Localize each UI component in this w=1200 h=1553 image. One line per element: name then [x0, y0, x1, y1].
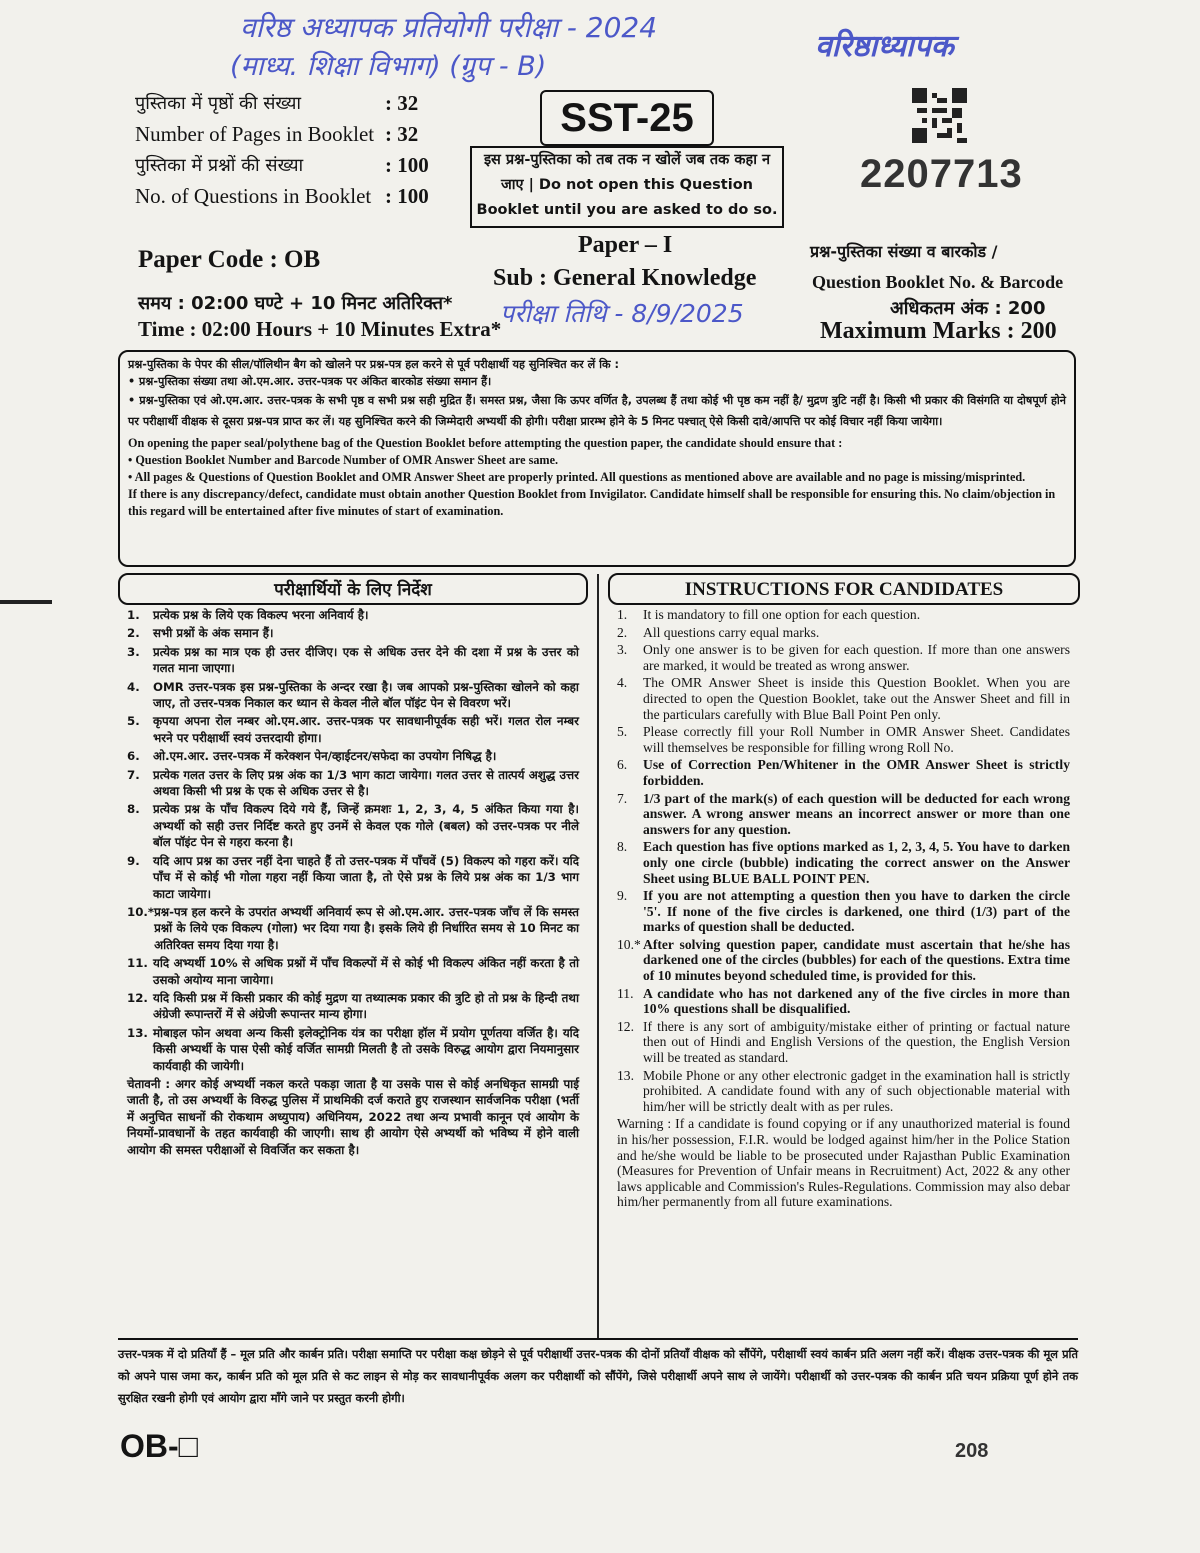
questions-hi-value: : 100	[385, 153, 429, 177]
barcode-label-english: Question Booklet No. & Barcode	[812, 272, 1064, 292]
series-code: SST-25	[540, 90, 714, 146]
instruction-number: 2.	[617, 624, 628, 640]
paper-code: Paper Code : OB	[138, 246, 321, 273]
pages-en-label: Number of Pages in Booklet	[135, 122, 375, 146]
instruction-text: Each question has five options marked as 1, 2, 3, 4, 5. You have to darken only one circle (bubble) indicating the correct answer on the Answer Sheet using BLUE BALL POINT PEN.	[643, 839, 1070, 886]
pages-hi-value: : 32	[385, 91, 419, 115]
notice-en-intro: On opening the paper seal/polythene bag of the Question Booklet before attempting the question paper, the candidate should ensure that :	[128, 436, 843, 450]
instruction-number: 10.*	[617, 936, 641, 952]
handwritten-signature: वरिष्ठाध्यापक	[815, 29, 954, 64]
instruction-text: If there is any sort of ambiguity/mistake either of printing or factual nature then out of Hindi and English Versions of the question, the English Version will be treated as standard.	[643, 1018, 1070, 1066]
handwritten-exam-date: परीक्षा तिथि - 8/9/2025	[500, 299, 744, 328]
instruction-number: 9.	[617, 888, 628, 904]
pages-hi-label: पुस्तिका में पृष्ठों की संख्या	[135, 93, 302, 114]
notice-en-point: • Question Booklet Number and Barcode Number of OMR Answer Sheet are same.	[128, 453, 559, 467]
instruction-number: 9.	[127, 853, 140, 868]
questions-hi-label: पुस्तिका में प्रश्नों की संख्या	[135, 155, 304, 176]
instruction-number: 12.	[617, 1018, 634, 1034]
answer-sheet-note: उत्तर-पत्रक में दो प्रतियाँ हैं – मूल प्रति और कार्बन प्रति। परीक्षा समाप्ति पर परीक्षा कक्ष छोड़ने से पूर्व परीक्षार्थी उत्तर-पत्रक की दोनों प्रतियाँ वीक्षक को सौंपेंगे, परीक्षार्थी स्वयं कार्बन प्रति अलग नहीं करें। वीक्षक उत्तर-पत्रक की मूल प्रति को अपने पास जमा कर, कार्बन प्रति को मूल प्रति से कट लाइन से मोड़ कर सावधानीपूर्वक अलग कर परीक्षार्थी को सौंपेंगे, जिसे परीक्षार्थी अपने साथ ले जायेंगे। परीक्षार्थी को उत्तर-पत्रक की कार्बन प्रति चयन प्रक्रिया पूर्ण होने तक सुरक्षित रखनी होगी एवं आयोग द्वारा माँगे जाने पर प्रस्तुत करनी होगी।	[118, 1338, 1078, 1409]
instruction-text: प्रश्न-पत्र हल करने के उपरांत अभ्यर्थी अनिवार्य रूप से ओ.एम.आर. उत्तर-पत्रक जाँच लें कि समस्त प्रश्नों के लिये एक विकल्प (गोला) भर दिया गया है। इसके लिये ही निर्धारित समय से 10 मिनट का अतिरिक्त समय दिया गया है।	[154, 904, 579, 952]
time-hindi: समय : 02:00 घण्टे + 10 मिनट अतिरिक्त*	[138, 293, 453, 314]
time-english: Time : 02:00 Hours + 10 Minutes Extra*	[138, 317, 502, 341]
instruction-text: यदि किसी प्रश्न में किसी प्रकार की कोई मुद्रण या तथ्यात्मक प्रकार की त्रुटि हो तो प्रश्न के हिन्दी तथा अंग्रेजी रूपान्तरों में से अंग्रेजी रूपान्तर मान्य होगा।	[153, 990, 579, 1022]
instruction-item	[617, 625, 1070, 641]
instruction-number: 8.	[617, 839, 628, 855]
instruction-item	[617, 1019, 1070, 1066]
do-not-open-notice: इस प्रश्न-पुस्तिका को तब तक न खोलें जब तक कहा न जाए | Do not open this Question Booklet until you are asked to do so.	[470, 146, 784, 228]
barcode-label-hindi: प्रश्न-पुस्तिका संख्या व बारकोड /	[810, 242, 998, 261]
max-marks-hindi: अधिकतम अंक : 200	[890, 298, 1046, 319]
instruction-number: 6.	[127, 749, 140, 764]
instruction-text: Mobile Phone or any other electronic gadget in the examination hall is strictly prohibited. A candidate found with any of such objectionable material with him/her will be strictly dealt with as per rules.	[643, 1067, 1070, 1114]
notice-en-point: If there is any discrepancy/defect, candidate must obtain another Question Booklet from Invigilator. Candidate himself shall be responsible for ensuring this. No claim/objection in this regard will be entertained after five minutes of start of examination.	[128, 487, 1056, 518]
instruction-number: 2.	[127, 626, 140, 641]
instruction-item	[127, 644, 579, 677]
instruction-number: 1.	[127, 608, 140, 622]
booklet-number: 2207713	[860, 152, 1023, 196]
instruction-item	[127, 679, 579, 712]
notice-hi-point: • प्रश्न-पुस्तिका संख्या तथा ओ.एम.आर. उत्तर-पत्रक पर अंकित बारकोड संख्या समान हैं।	[128, 375, 492, 388]
instruction-item	[617, 757, 1070, 788]
footer-code: OB-□	[120, 1428, 198, 1464]
instruction-item	[127, 904, 579, 953]
instruction-text: यदि अभ्यर्थी 10% से अधिक प्रश्नों में पाँच विकल्पों में से कोई भी विकल्प अंकित नहीं करता है तो उसको अयोग्य माना जायेगा।	[153, 956, 579, 987]
max-marks-english: Maximum Marks : 200	[820, 318, 1057, 344]
instruction-item	[617, 724, 1070, 755]
pre-exam-notice	[118, 350, 1076, 567]
instruction-text: Only one answer is to be given for each question. If more than one answers are marked, it would be treated as wrong answer.	[643, 642, 1070, 673]
instruction-text: यदि आप प्रश्न का उत्तर नहीं देना चाहते हैं तो उत्तर-पत्रक में पाँचवें (5) विकल्प को गहरा करें। यदि पाँच में से कोई भी गोला गहरा नहीं किया जाता है, तो ऐसे प्रश्न के लिये प्रश्न अंक का 1/3 भाग काटा जायेगा।	[153, 853, 579, 901]
notice-hi-point: • प्रश्न-पुस्तिका एवं ओ.एम.आर. उत्तर-पत्रक के सभी पृष्ठ व सभी प्रश्न सही मुद्रित हैं। समस्त प्रश्न, जैसा कि ऊपर वर्णित है, उपलब्ध हैं तथा कोई भी पृष्ठ कम नहीं है/ मुद्रण त्रुटि नहीं है। किसी भी प्रकार की विसंगति या दोषपूर्ण होने पर परीक्षार्थी वीक्षक से दूसरा प्रश्न-पत्र प्राप्त कर लें। यह सुनिश्चित करने की जिम्मेदारी अभ्यर्थी की होगी। परीक्षा प्रारम्भ होने के 5 मिनट पश्चात् ऐसे किसी दावे/आपत्ति पर कोई विचार नहीं किया जायेगा।	[128, 394, 1066, 428]
instruction-text: If you are not attempting a question then you have to darken the circle '5'. If none of the five circles is darkened, one third (1/3) part of the marks of question shall be deducted.	[643, 888, 1070, 935]
instruction-number: 7.	[127, 767, 140, 782]
booklet-meta	[135, 88, 455, 212]
instruction-item	[127, 955, 579, 988]
instruction-item	[617, 1068, 1070, 1115]
instruction-number: 3.	[127, 644, 140, 659]
instruction-number: 5.	[127, 714, 140, 729]
instruction-number: 7.	[617, 790, 628, 806]
instruction-item	[617, 642, 1070, 673]
instruction-item	[617, 675, 1070, 722]
page-number: 208	[955, 1440, 989, 1462]
instruction-number: 5.	[617, 724, 628, 740]
questions-en-value: : 100	[385, 184, 429, 208]
instruction-item	[127, 990, 579, 1023]
instruction-text: The OMR Answer Sheet is inside this Question Booklet. When you are directed to open the Question Booklet, take out the Answer Sheet and fill in the particulars carefully with Blue Ball Point Pen only.	[643, 675, 1070, 722]
instruction-number: 3.	[617, 642, 628, 658]
notice-hi-intro: प्रश्न-पुस्तिका के पेपर की सील/पॉलिथीन बैग को खोलने पर प्रश्न-पत्र हल करने से पूर्व परीक्षार्थी यह सुनिश्चित कर लें कि :	[128, 358, 619, 371]
instruction-item	[127, 801, 579, 850]
instruction-item	[127, 713, 579, 746]
instruction-item	[127, 625, 579, 641]
instruction-text: It is mandatory to fill one option for each question.	[643, 607, 921, 622]
subject: Sub : General Knowledge	[493, 265, 757, 291]
instruction-item	[617, 937, 1070, 984]
questions-en-label: No. of Questions in Booklet	[135, 184, 372, 208]
notice-en-point: • All pages & Questions of Question Booklet and OMR Answer Sheet are properly printed. All questions as mentioned above are available and no page is missing/misprinted.	[128, 470, 1026, 484]
instruction-number: 1.	[617, 607, 628, 622]
instruction-number: 10.*	[127, 904, 155, 919]
instruction-number: 4.	[617, 675, 628, 691]
paper-number: Paper – I	[578, 232, 673, 258]
instruction-number: 12.	[127, 990, 148, 1005]
instruction-item	[617, 607, 1070, 623]
hindi-instructions-title: परीक्षार्थियों के लिए निर्देश	[118, 573, 588, 605]
instruction-text: मोबाइल फोन अथवा अन्य किसी इलेक्ट्रोनिक यंत्र का परीक्षा हॉल में प्रयोग पूर्णतया वर्जित है। यदि किसी अभ्यर्थी के पास ऐसी कोई वर्जित सामग्री मिलती है तो उसके विरुद्ध आयोग द्वारा नियमानुसार कार्यवाही की जायेगी।	[153, 1025, 579, 1073]
instruction-item	[127, 1025, 579, 1074]
instruction-text: प्रत्येक प्रश्न के लिये एक विकल्प भरना अनिवार्य है।	[153, 608, 369, 622]
instruction-text: A candidate who has not darkened any of the five circles in more than 10% questions shall be disqualified.	[643, 985, 1070, 1017]
handwritten-exam-subtitle: (माध्य. शिक्षा विभाग) (ग्रुप - B)	[230, 51, 547, 82]
instruction-text: 1/3 part of the mark(s) of each question will be deducted for each wrong answer. A wrong answer means an incorrect answer or more than one answers for any question.	[643, 790, 1070, 837]
instruction-text: All questions carry equal marks.	[643, 624, 820, 640]
hindi-instructions-list	[127, 607, 579, 1158]
instruction-item	[617, 888, 1070, 935]
instruction-text: प्रत्येक प्रश्न का मात्र एक ही उत्तर दीजिए। एक से अधिक उत्तर देने की दशा में प्रश्न के उत्तर को गलत माना जाएगा।	[153, 644, 579, 676]
instruction-text: OMR उत्तर-पत्रक इस प्रश्न-पुस्तिका के अन्दर रखा है। जब आपको प्रश्न-पुस्तिका खोलने को कहा जाए, तो उत्तर-पत्रक निकाल कर ध्यान से केवल नीले बॉल पॉइंट पेन से विवरण भरें।	[153, 679, 579, 711]
margin-mark	[0, 600, 52, 604]
hindi-warning: चेतावनी : अगर कोई अभ्यर्थी नकल करते पकड़ा जाता है या उसके पास से कोई अनधिकृत सामग्री पाई जाती है, तो उस अभ्यर्थी के विरुद्ध पुलिस में प्राथमिकी दर्ज कराते हुए राजस्थान सार्वजनिक परीक्षा (भर्ती में अनुचित साधनों की रोकथाम अध्युपाय) अधिनियम, 2022 तथा अन्य प्रभावी कानून एवं आयोग के नियमों-प्रावधानों के तहत कार्यवाही की जाएगी। साथ ही आयोग ऐसे अभ्यर्थी को भविष्य में होने वाली आयोग की समस्त परीक्षाओं से विवर्जित कर सकता है।	[127, 1076, 579, 1157]
instruction-item	[617, 986, 1070, 1017]
instruction-item	[127, 748, 579, 764]
instruction-number: 11.	[617, 985, 634, 1001]
instruction-number: 8.	[127, 802, 140, 817]
column-divider	[597, 574, 599, 1339]
instruction-item	[127, 767, 579, 800]
pages-en-value: : 32	[385, 122, 419, 146]
english-warning: Warning : If a candidate is found copying or if any unauthorized material is found in his/her possession, F.I.R. would be lodged against him/her in the Police Station and he/she would be liable to be prosecuted under Rajasthan Public Examination (Measures for Prevention of Unfair means in Recruitment) Act, 2022 & any other laws applicable and Commission's Rules-Regulations. Commission may also debar him/her permanently from all future examinations.	[617, 1116, 1070, 1210]
instruction-number: 6.	[617, 757, 628, 773]
instruction-text: प्रत्येक प्रश्न के पाँच विकल्प दिये गये हैं, जिन्हें क्रमशः 1, 2, 3, 4, 5 अंकित किया गया है। अभ्यर्थी को सही उत्तर निर्दिष्ट करते हुए उनमें से केवल एक गोले (बबल) को उत्तर-पत्रक पर नीले बॉल पॉइंट पेन से गहरा करना है।	[153, 802, 579, 850]
instruction-item	[127, 853, 579, 902]
instruction-text: सभी प्रश्नों के अंक समान हैं।	[153, 626, 274, 641]
instruction-number: 13.	[127, 1025, 148, 1040]
english-instructions-title: INSTRUCTIONS FOR CANDIDATES	[608, 573, 1080, 605]
instruction-text: प्रत्येक गलत उत्तर के लिए प्रश्न अंक का 1/3 भाग काटा जायेगा। गलत उत्तर से तात्पर्य अशुद्ध उत्तर अथवा किसी भी प्रश्न के एक से अधिक उत्तर से है।	[153, 767, 579, 799]
instruction-text: After solving question paper, candidate must ascertain that he/she has darkened one of the circles (bubbles) for each of the questions. Extra time of 10 minutes beyond scheduled time, is provided for this.	[643, 936, 1070, 984]
instruction-item	[127, 607, 579, 623]
instruction-text: Use of Correction Pen/Whitener in the OMR Answer Sheet is strictly forbidden.	[643, 757, 1070, 788]
instruction-number: 11.	[127, 956, 148, 971]
handwritten-exam-title: वरिष्ठ अध्यापक प्रतियोगी परीक्षा - 2024	[240, 11, 658, 44]
instruction-number: 13.	[617, 1067, 634, 1083]
instruction-item	[617, 839, 1070, 886]
instruction-item	[617, 791, 1070, 838]
instruction-number: 4.	[127, 679, 140, 694]
instruction-text: ओ.एम.आर. उत्तर-पत्रक में करेक्शन पेन/व्हाईटनर/सफेदा का उपयोग निषिद्ध है।	[153, 749, 497, 764]
qr-code-icon	[912, 88, 967, 143]
instruction-text: Please correctly fill your Roll Number in OMR Answer Sheet. Candidates will themselves be responsible for filling wrong Roll No.	[643, 724, 1070, 755]
english-instructions-list	[617, 607, 1070, 1210]
instruction-text: कृपया अपना रोल नम्बर ओ.एम.आर. उत्तर-पत्रक पर सावधानीपूर्वक सही भरें। गलत रोल नम्बर भरने पर परीक्षार्थी स्वयं उत्तरदायी होगा।	[153, 714, 579, 745]
